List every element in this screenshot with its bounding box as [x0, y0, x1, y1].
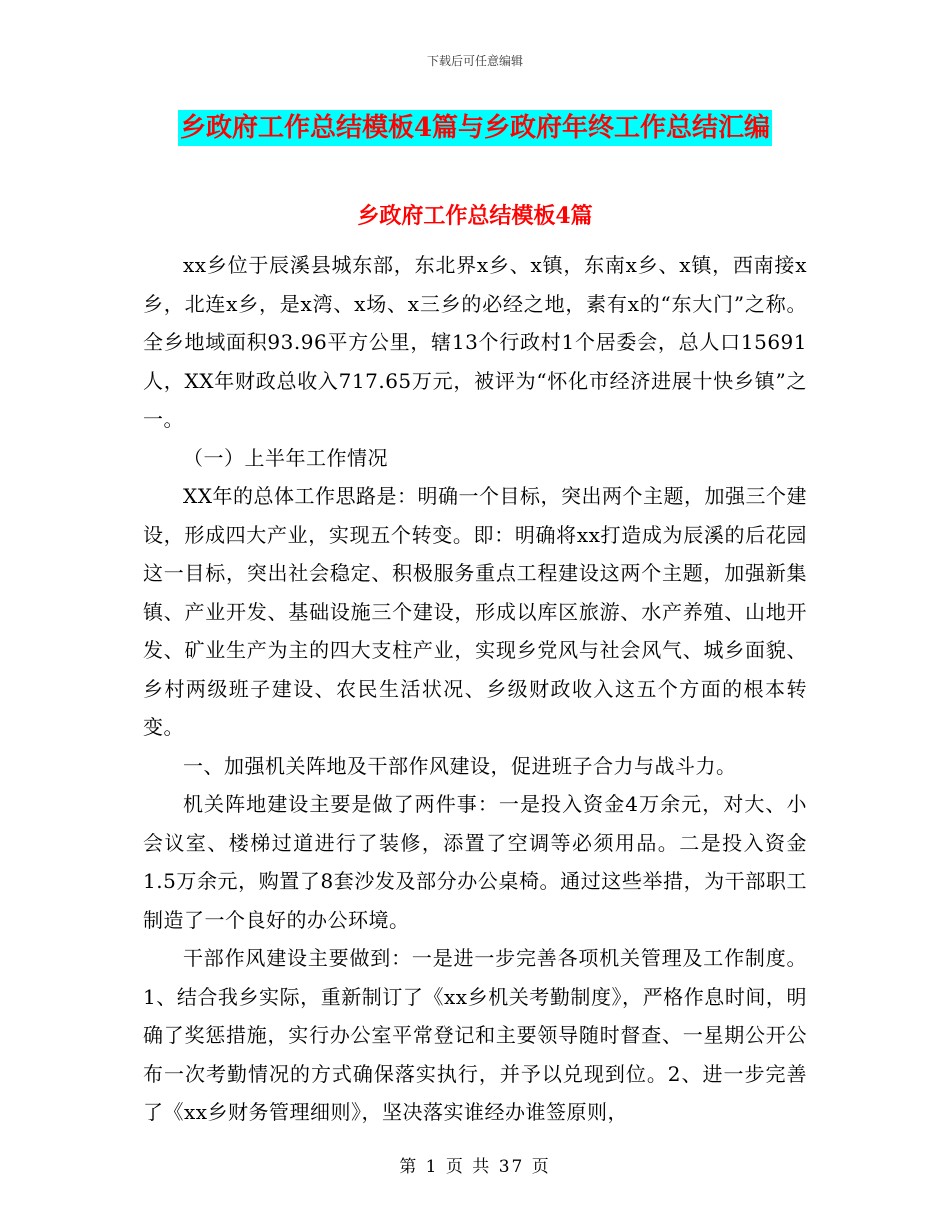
- document-title: 乡政府工作总结模板4篇与乡政府年终工作总结汇编: [178, 110, 772, 146]
- header-note: 下载后可任意编辑: [426, 54, 523, 68]
- page-number: 第 1 页 共 37 页: [399, 1157, 551, 1177]
- paragraph: 一、加强机关阵地及干部作风建设，促进班子合力与战斗力。: [183, 753, 737, 778]
- document-body: [143, 246, 807, 1132]
- paragraph: XX年的总体工作思路是：明确一个目标，突出两个主题，加强三个建设，形成四大产业，实现五个转变。即：明确将xx打造成为辰溪的后花园这一目标，突出社会稳定、积极服务重点工程建设这两个主题，加强新集镇、产业开发、基础设施三个建设，形成以库区旅游、水产养殖、山地开发、矿业生产为主的四大支柱产业，实现乡党风与社会风气、城乡面貌、乡村两级班子建设、农民生活状况、乡级财政收入这五个方面的根本转变。: [143, 484, 807, 739]
- paragraph: 干部作风建设主要做到：一是进一步完善各项机关管理及工作制度。1、结合我乡实际，重新制订了《xx乡机关考勤制度》，严格作息时间，明确了奖惩措施，实行办公室平常登记和主要领导随时督查、一星期公开公布一次考勤情况的方式确保落实执行，并予以兑现到位。2、进一步完善了《xx乡财务管理细则》，坚决落实谁经办谁签原则，: [143, 946, 807, 1124]
- main-title-container: [0, 110, 950, 146]
- paragraph: 机关阵地建设主要是做了两件事：一是投入资金4万余元，对大、小会议室、楼梯过道进行了装修，添置了空调等必须用品。二是投入资金1.5万余元，购置了8套沙发及部分办公桌椅。通过这些举措，为干部职工制造了一个良好的办公环境。: [143, 792, 807, 932]
- paragraph: xx乡位于辰溪县城东部，东北界x乡、x镇，东南x乡、x镇，西南接x乡，北连x乡，是x湾、x场、x三乡的必经之地，素有x的“东大门”之称。全乡地域面积93.96平方公里，辖13个行政村1个居委会，总人口15691人，XX年财政总收入717.65万元，被评为“怀化市经济进展十快乡镇”之一。: [143, 253, 807, 431]
- section-title: 乡政府工作总结模板4篇: [357, 203, 593, 229]
- paragraph: （一）上半年工作情况: [183, 445, 388, 470]
